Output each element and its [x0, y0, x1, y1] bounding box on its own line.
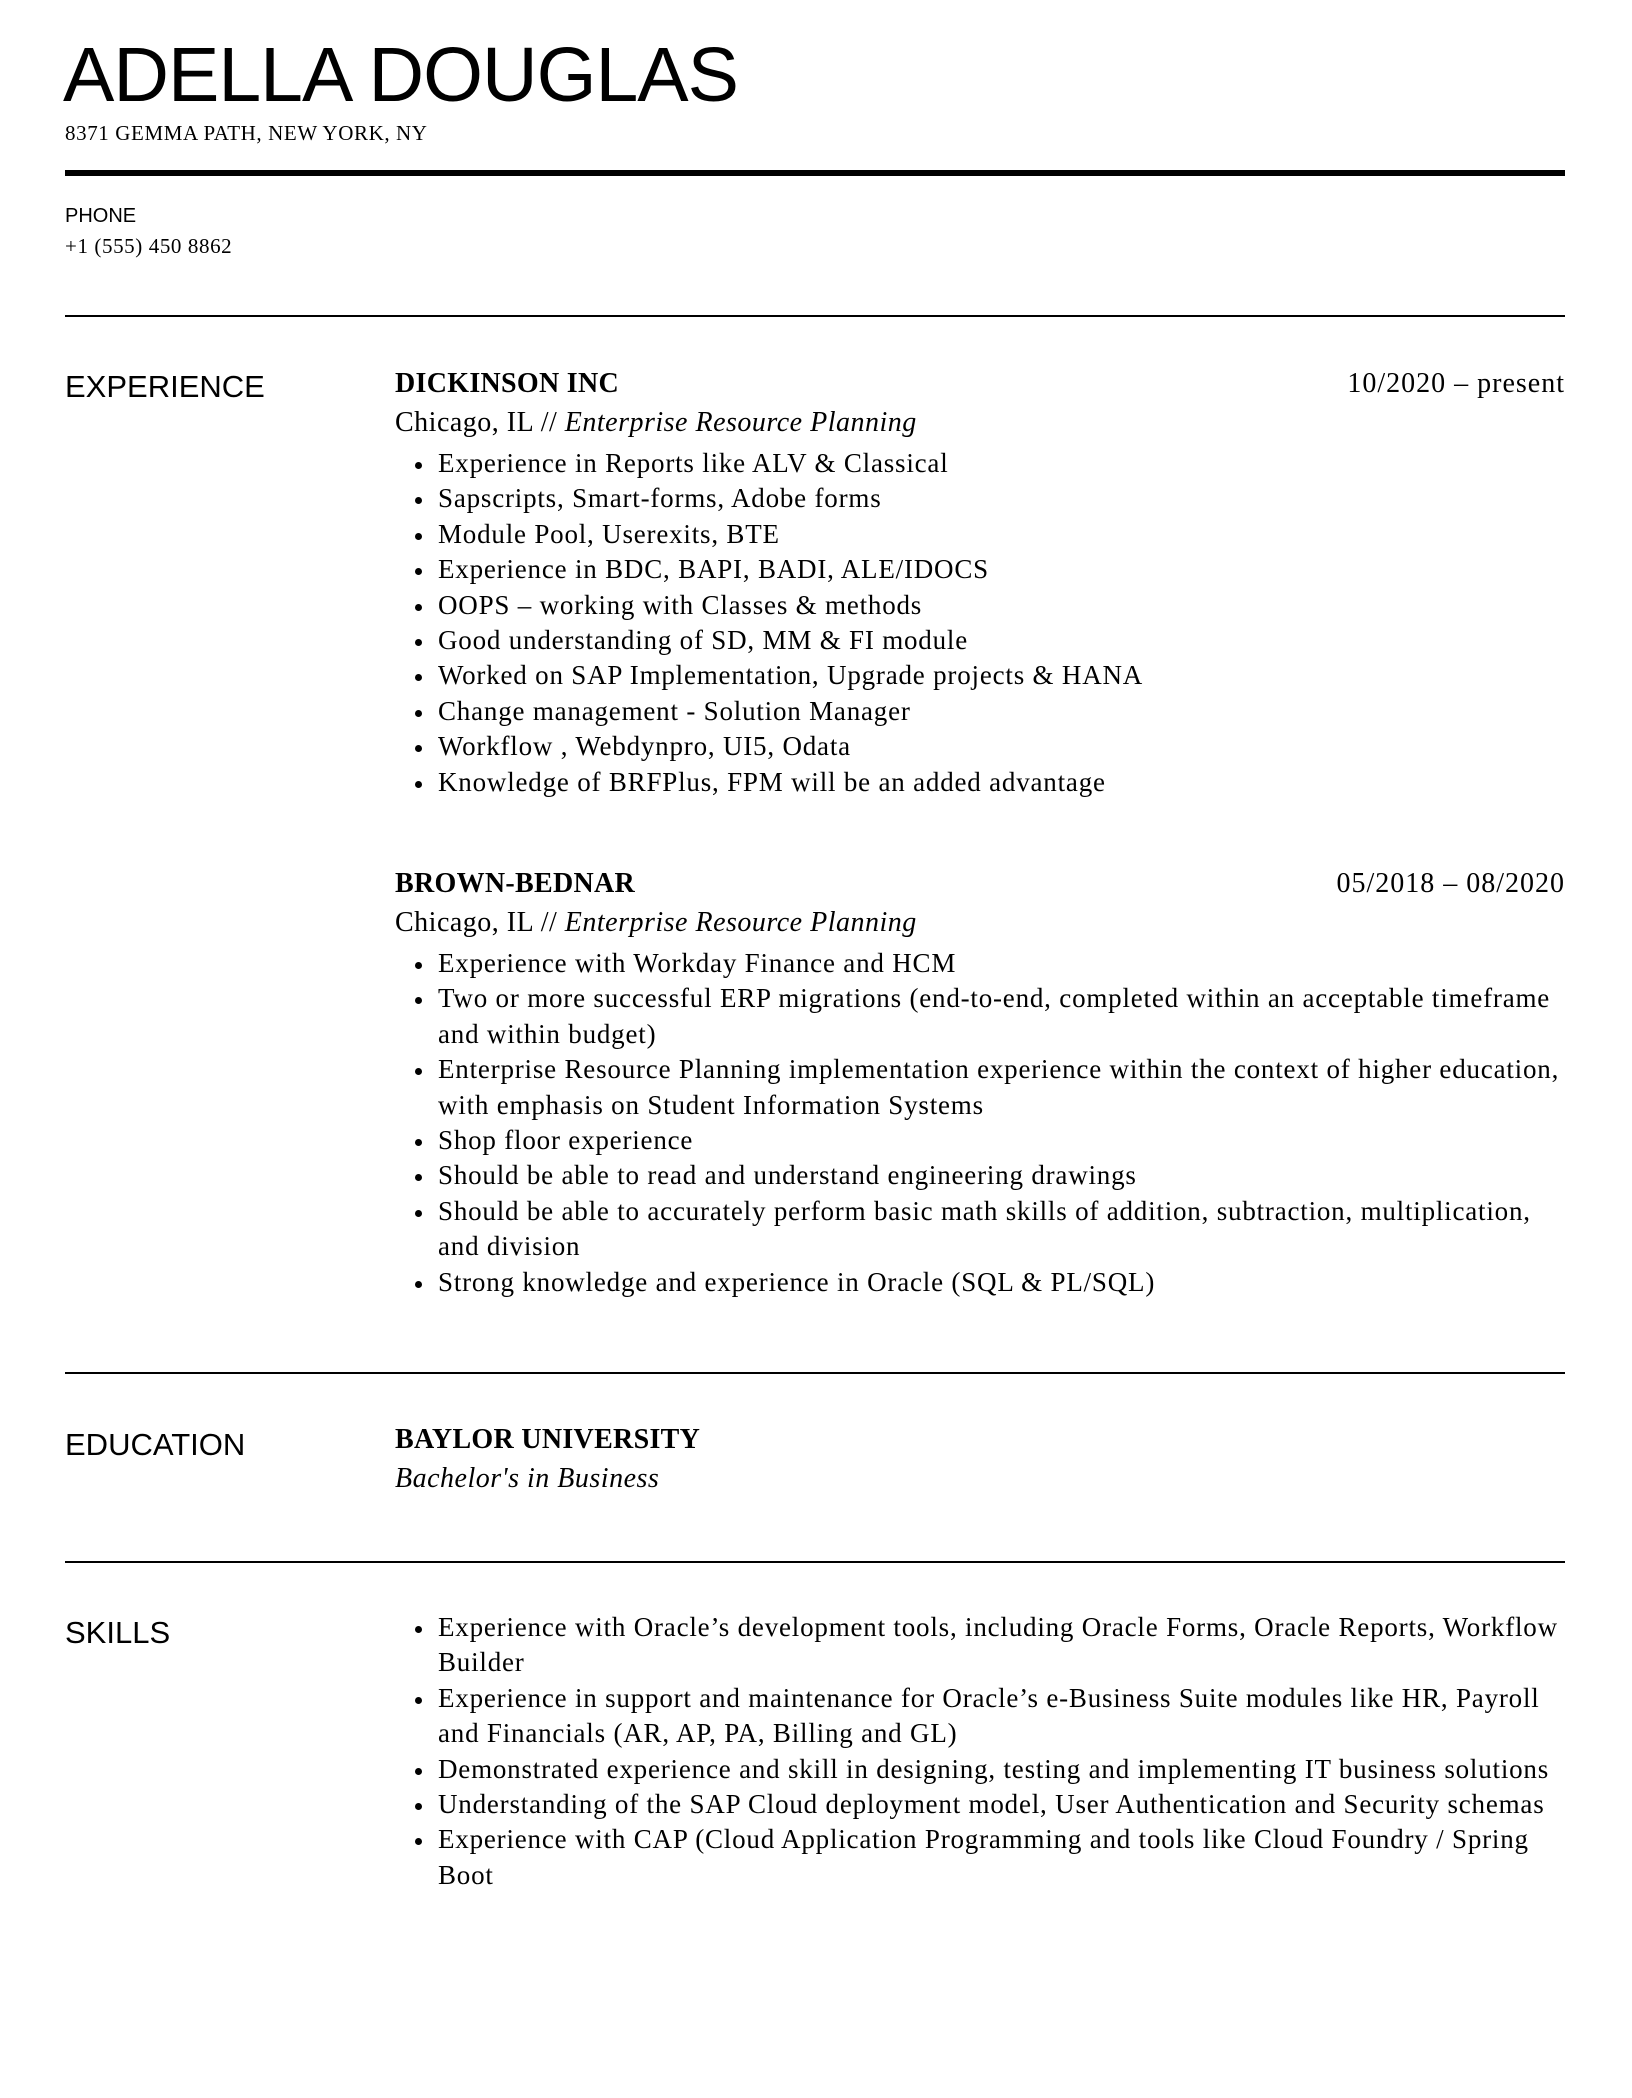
skills-entry — [395, 1610, 1565, 1893]
header-divider — [65, 170, 1565, 176]
section-divider — [65, 1372, 1565, 1374]
job-location-line — [395, 403, 1565, 442]
list-item: Demonstrated experience and skill in designing, testing and implementing IT business solutions — [438, 1752, 1565, 1787]
section-divider — [65, 315, 1565, 317]
job-location: Chicago, IL // — [395, 407, 565, 438]
list-item: Enterprise Resource Planning implementation experience within the context of higher education, with emphasis on Student Information Systems — [438, 1052, 1565, 1123]
list-item: Experience with CAP (Cloud Application Programming and tools like Cloud Foundry / Spring Boot — [438, 1822, 1565, 1893]
list-item: Experience in Reports like ALV & Classical — [438, 446, 1565, 481]
list-item: Module Pool, Userexits, BTE — [438, 517, 1565, 552]
job-role: Enterprise Resource Planning — [564, 407, 917, 438]
list-item: Experience in BDC, BAPI, BADI, ALE/IDOCS — [438, 552, 1565, 587]
degree: Bachelor's in Business — [395, 1463, 660, 1494]
education-heading: EDUCATION — [65, 1427, 246, 1462]
list-item: OOPS – working with Classes & methods — [438, 588, 1565, 623]
school-name: BAYLOR UNIVERSITY — [395, 1424, 701, 1455]
company-name: DICKINSON INC — [395, 368, 620, 399]
list-item: Should be able to accurately perform basic math skills of addition, subtraction, multiplication, and division — [438, 1194, 1565, 1265]
skills-list — [395, 1610, 1565, 1893]
phone-label: PHONE — [65, 205, 137, 227]
job-location-line — [395, 903, 1565, 942]
list-item: Strong knowledge and experience in Oracle (SQL & PL/SQL) — [438, 1265, 1565, 1300]
skills-heading: SKILLS — [65, 1615, 171, 1650]
education-entry — [395, 1420, 1565, 1498]
list-item: Should be able to read and understand engineering drawings — [438, 1158, 1565, 1193]
job-dates: 10/2020 – present — [1347, 368, 1565, 399]
job-entry — [395, 364, 1565, 800]
phone-number: +1 (555) 450 8862 — [65, 234, 233, 258]
candidate-name: ADELLA DOUGLAS — [63, 32, 739, 118]
list-item: Sapscripts, Smart-forms, Adobe forms — [438, 481, 1565, 516]
list-item: Change management - Solution Manager — [438, 694, 1565, 729]
list-item: Worked on SAP Implementation, Upgrade projects & HANA — [438, 658, 1565, 693]
list-item: Two or more successful ERP migrations (end-to-end, completed within an acceptable timeframe and within budget) — [438, 981, 1565, 1052]
company-name: BROWN-BEDNAR — [395, 868, 636, 899]
job-bullets — [395, 446, 1565, 800]
list-item: Experience with Workday Finance and HCM — [438, 946, 1565, 981]
list-item: Workflow , Webdynpro, UI5, Odata — [438, 729, 1565, 764]
list-item: Understanding of the SAP Cloud deployment model, User Authentication and Security schemas — [438, 1787, 1565, 1822]
section-divider — [65, 1561, 1565, 1563]
list-item: Knowledge of BRFPlus, FPM will be an added advantage — [438, 765, 1565, 800]
experience-heading: EXPERIENCE — [65, 369, 265, 404]
job-entry — [395, 864, 1565, 1300]
list-item: Experience with Oracle’s development tools, including Oracle Forms, Oracle Reports, Workflow Builder — [438, 1610, 1565, 1681]
job-bullets — [395, 946, 1565, 1300]
job-location: Chicago, IL // — [395, 907, 565, 938]
list-item: Shop floor experience — [438, 1123, 1565, 1158]
list-item: Experience in support and maintenance for Oracle’s e-Business Suite modules like HR, Payroll and Financials (AR, AP, PA, Billing and GL) — [438, 1681, 1565, 1752]
job-role: Enterprise Resource Planning — [564, 907, 917, 938]
list-item: Good understanding of SD, MM & FI module — [438, 623, 1565, 658]
candidate-address: 8371 GEMMA PATH, NEW YORK, NY — [65, 121, 428, 145]
job-dates: 05/2018 – 08/2020 — [1336, 868, 1565, 899]
